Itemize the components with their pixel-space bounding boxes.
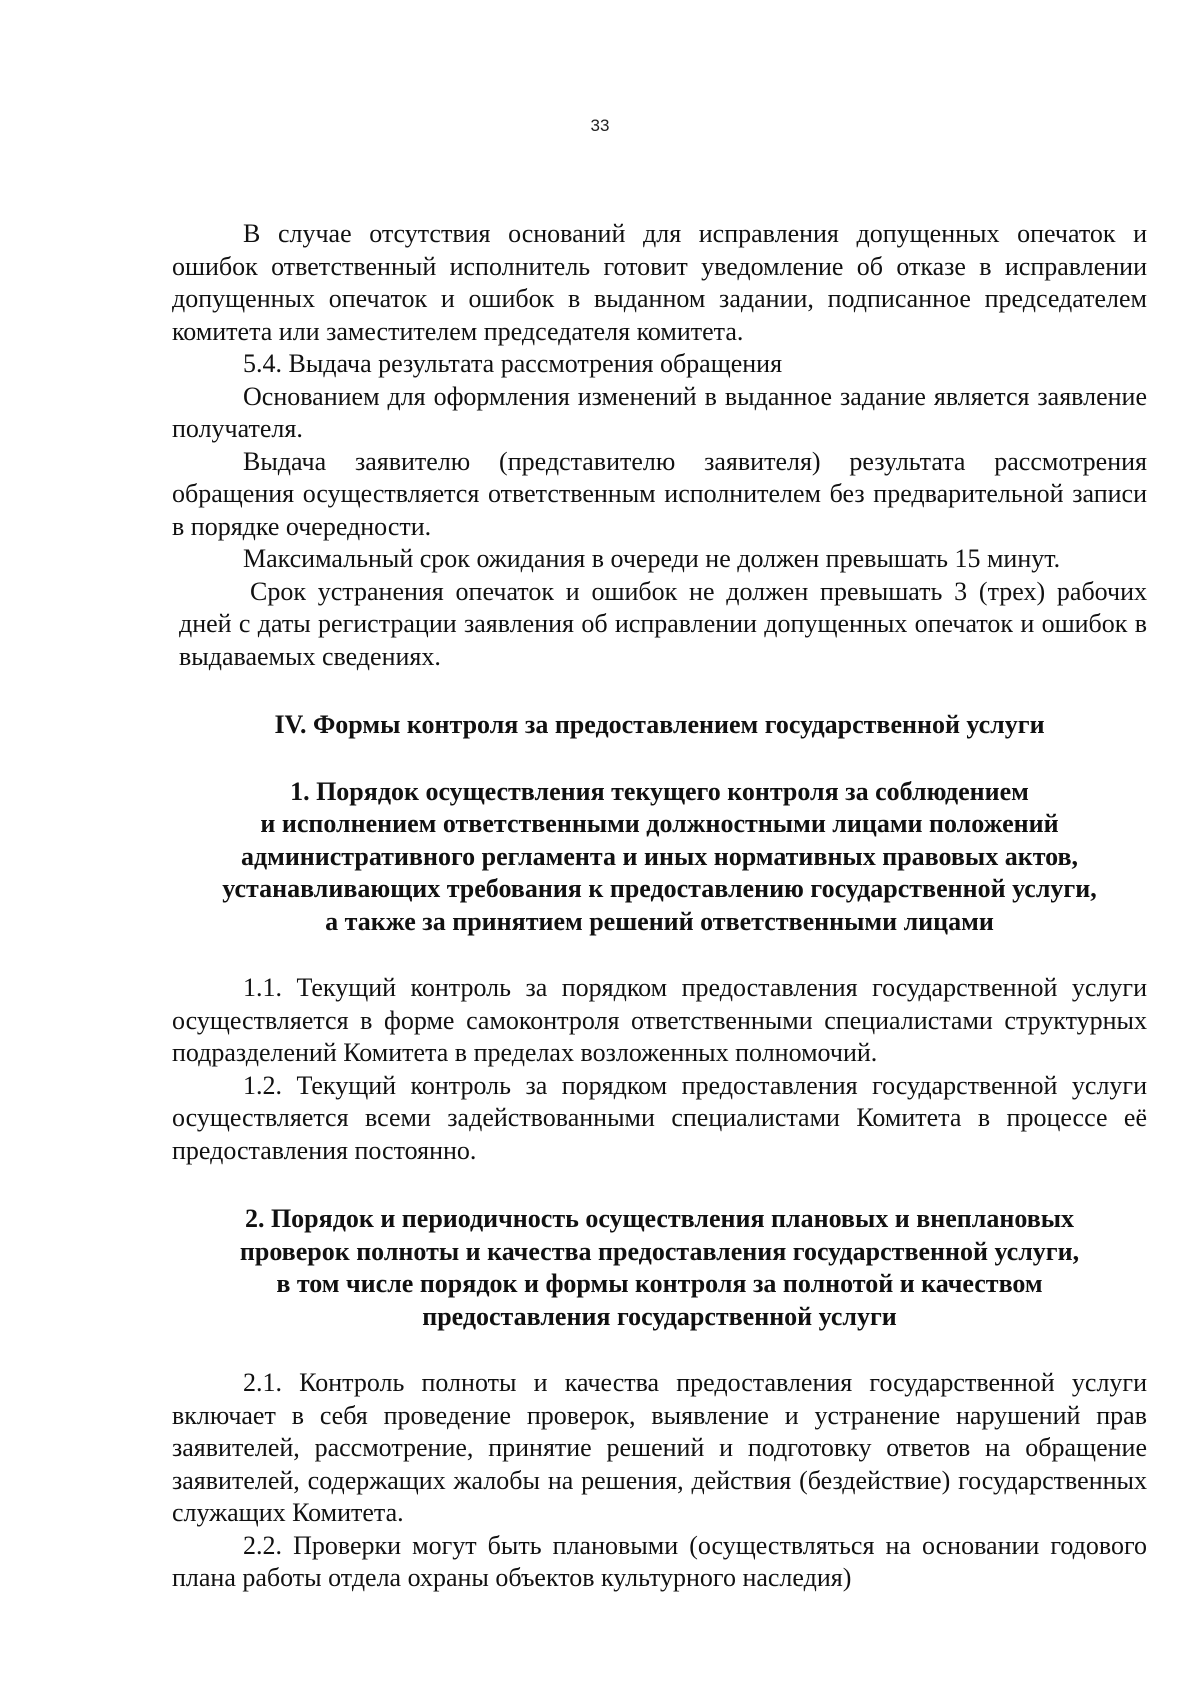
page-number: 33 <box>590 116 610 135</box>
paragraph: 2.2. Проверки могут быть плановыми (осуществляться на основании годового плана работы отдела охраны объектов культурного наследия) <box>172 1530 1147 1592</box>
heading-line: устанавливающих требования к предоставлению государственной услуги, <box>222 874 1097 903</box>
spacer <box>172 1167 1147 1203</box>
paragraph: 1.1. Текущий контроль за порядком предоставления государственной услуги осуществляется в форме самоконтроля ответственными специалистами структурных подразделений Комитета в пределах возложенных полномочий. <box>172 973 1147 1067</box>
subsection-heading <box>172 776 1147 939</box>
heading-line: административного регламента и иных нормативных правовых актов, <box>240 841 1079 871</box>
heading-line: проверок полноты и качества предоставления государственной услуги, <box>239 1236 1080 1266</box>
paragraph: 1.2. Текущий контроль за порядком предоставления государственной услуги осуществляется всеми задействованными специалистами Комитета в процессе её предоставления постоянно. <box>172 1070 1147 1165</box>
spacer <box>172 742 1147 776</box>
spacer <box>172 673 1147 709</box>
paragraph: Срок устранения опечаток и ошибок не должен превышать 3 (трех) рабочих дней с даты регистрации заявления об исправлении допущенных опечаток и ошибок в выдаваемых сведениях. <box>179 576 1147 671</box>
paragraph: Выдача заявителю (представителю заявителя) результата рассмотрения обращения осуществляется ответственным исполнителем без предварительной записи в порядке очередности. <box>172 446 1147 541</box>
heading-line: и исполнением ответственными должностными лицами положений <box>260 809 1059 838</box>
heading-line: в том числе порядок и формы контроля за полнотой и качеством <box>276 1269 1043 1298</box>
paragraph: 5.4. Выдача результата рассмотрения обращения <box>243 349 783 378</box>
document-body <box>172 218 1147 1595</box>
section-heading: IV. Формы контроля за предоставлением государственной услуги <box>274 710 1045 739</box>
heading-line: а также за принятием решений ответственными лицами <box>325 906 994 936</box>
paragraph: Основанием для оформления изменений в выданное задание является заявление получателя. <box>172 381 1147 443</box>
heading-line: предоставления государственной услуги <box>422 1301 897 1331</box>
paragraph: 2.1. Контроль полноты и качества предоставления государственной услуги включает в себя проведение проверок, выявление и устранение нарушений прав заявителей, рассмотрение, принятие решений и подготовку ответов на обращение заявителей, содержащих жалобы на решения, действия (бездействие) государственных служащих Комитета. <box>172 1368 1147 1527</box>
spacer <box>172 1333 1147 1367</box>
heading-line: 2. Порядок и периодичность осуществления плановых и внеплановых <box>244 1204 1075 1233</box>
subsection-heading <box>172 1203 1147 1333</box>
paragraph: Максимальный срок ожидания в очереди не должен превышать 15 минут. <box>243 544 1061 573</box>
paragraph: В случае отсутствия оснований для исправления допущенных опечаток и ошибок ответственный исполнитель готовит уведомление об отказе в исправлении допущенных опечаток и ошибок в выданном задании, подписанное председателем комитета или заместителем председателя комитета. <box>172 219 1147 346</box>
heading-line: 1. Порядок осуществления текущего контроля за соблюдением <box>290 776 1029 806</box>
spacer <box>172 938 1147 972</box>
